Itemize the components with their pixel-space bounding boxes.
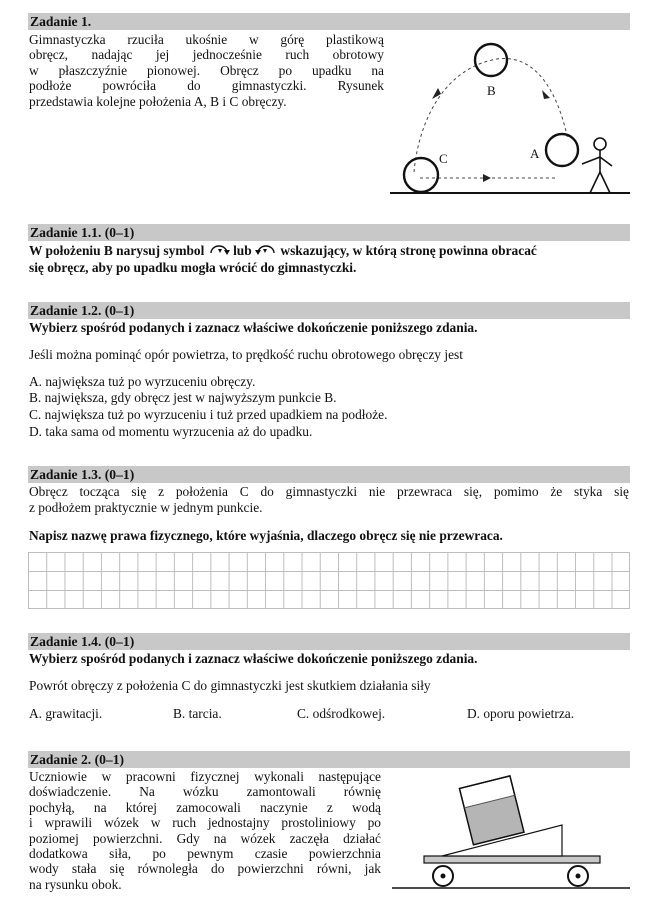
task-1-3-line-2: z podłożem praktycznie w jednym punkcie. [29,500,263,515]
task-2-line: poziomej powierzchni. Gdy na wózek zaczęła działać [29,830,381,846]
task-1-1-text-b: lub [233,243,252,258]
task-1-1-line-2: się obręcz, aby po upadku mogła wrócić do gimnastyczki. [29,260,357,275]
arrow-down-left-icon [432,88,441,99]
task-1-4-instruction: Wybierz spośród podanych i zaznacz właściwe dokończenie poniższego zdania. [29,651,478,666]
task-1-line: obręcz, nadając jej jednocześnie ruch obrotowy [29,47,384,63]
task-2-header: Zadanie 2. (0–1) [28,751,630,768]
task-1-2-option-a[interactable]: A. największa tuż po wyrzuceniu obręczy. [29,374,256,389]
task-1-2-stem: Jeśli można pominąć opór powietrza, to prędkość ruchu obrotowego obręczy jest [29,347,463,362]
task-1-line: podłoże powróciła do gimnastyczki. Rysunek [29,78,384,94]
task-1-2-option-b[interactable]: B. największa, gdy obręcz jest w najwyższym punkcie B. [29,390,337,405]
hoop-trajectory-figure [390,32,635,200]
cart-platform [424,856,600,863]
task-2-line: doświadczenie. Na wózku zamontowali równię [29,784,381,800]
task-1-1-line-1 [29,243,633,258]
label-c: C [439,151,448,166]
task-2-line: na rysunku obok. [29,876,122,892]
answer-grid[interactable] [28,552,630,609]
task-1-1-text-c: wskazujący, w którą stronę powinna obracać [280,243,537,258]
task-1-4-option-d[interactable]: D. oporu powietrza. [467,706,575,721]
label-b: B [487,83,496,98]
clockwise-rotation-icon [208,243,230,257]
hoop-c [404,158,438,192]
task-1-line: w płaszczyźnie pionowej. Obręcz po upadku na [29,62,384,78]
task-1-2-instruction: Wybierz spośród podanych i zaznacz właściwe dokończenie poniższego zdania. [29,320,478,335]
label-a: A [530,146,540,161]
task-2-line: pochyłą, na której zamocowali naczynie z wodą [29,799,381,815]
task-1-line: przedstawia kolejne położenia A, B i C obręczy. [29,93,287,109]
task-2-text [29,769,381,892]
task-1-header: Zadanie 1. [28,13,630,30]
gymnast-figure [582,138,612,193]
task-1-1-header: Zadanie 1.1. (0–1) [28,224,630,241]
cart-incline-figure [390,770,635,895]
wheel-icon [568,866,588,886]
hoop-a [546,134,578,166]
task-1-line: Gimnastyczka rzuciła ukośnie w górę plastikową [29,32,384,47]
task-1-2-option-c[interactable]: C. największa tuż po wyrzuceniu i tuż przed upadkiem na podłoże. [29,407,388,422]
water-container [459,776,523,845]
task-2-line: dodatkowa siła, po pewnym czasie powierzchnia [29,846,381,862]
counterclockwise-rotation-icon [255,243,277,257]
task-1-4-option-b[interactable]: B. tarcia. [173,706,222,721]
task-1-2-option-d[interactable]: D. taka sama od momentu wyrzucenia aż do upadku. [29,424,313,439]
task-2-line: Uczniowie w pracowni fizycznej wykonali następujące [29,769,381,784]
task-1-text [29,32,384,109]
task-1-3-instruction: Napisz nazwę prawa fizycznego, które wyjaśnia, dlaczego obręcz się nie przewraca. [29,528,503,543]
task-1-4-option-a[interactable]: A. grawitacji. [29,706,103,721]
task-2-line: i wprawili wózek w ruch jednostajny prostoliniowy po [29,815,381,831]
task-1-3-line-1: Obręcz tocząca się z położenia C do gimnastyczki nie przewraca się, pomimo że styka się [29,484,629,499]
arrow-up-left-icon [542,90,550,99]
task-1-2-header: Zadanie 1.2. (0–1) [28,302,630,319]
task-1-4-header: Zadanie 1.4. (0–1) [28,633,630,650]
task-1-4-option-c[interactable]: C. odśrodkowej. [297,706,386,721]
task-1-3-header: Zadanie 1.3. (0–1) [28,466,630,483]
wheel-icon [433,866,453,886]
arrow-right-icon [483,174,491,182]
task-2-line: wody stała się równoległa do powierzchni równi, jak [29,861,381,877]
task-1-1-text-a: W położeniu B narysuj symbol [29,243,205,258]
task-1-4-stem: Powrót obręczy z położenia C do gimnastyczki jest skutkiem działania siły [29,678,431,693]
